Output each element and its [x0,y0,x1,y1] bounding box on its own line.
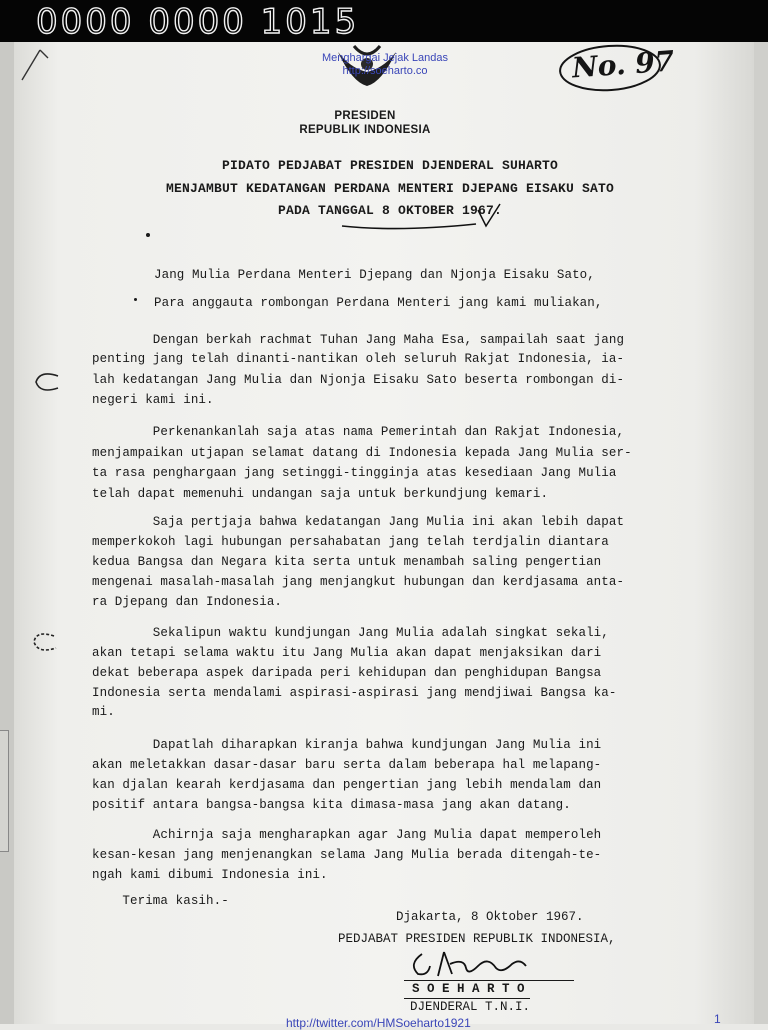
title-line-2: MENJAMBUT KEDATANGAN PERDANA MENTERI DJEPANG EISAKU SATO [165,181,615,196]
body-line: Saja pertjaja bahwa kedatangan Jang Mulia ini akan lebih dapat [92,515,625,529]
watermark-line-2: http://soeharto.co [342,65,428,77]
body-line: ta rasa penghargaan jang setinggi-tingginja atas kesediaan Jang Mulia [92,466,617,480]
body-line: memperkokoh lagi hubungan persahabatan jang telah terdjalin diantara [92,535,609,549]
punch-hole-mark [28,630,64,654]
body-line: menjampaikan utjapan selamat datang di Indonesia kepada Jang Mulia ser- [92,446,632,460]
footer-twitter-link[interactable]: http://twitter.com/HMSoeharto1921 [286,1016,471,1030]
title-line-1: PIDATO PEDJABAT PRESIDEN DJENDERAL SUHARTO [221,158,559,173]
signatory-rank: DJENDERAL T.N.I. [410,1000,531,1014]
body-line: negeri kami ini. [92,393,214,407]
body-line: Dapatlah diharapkan kiranja bahwa kundjungan Jang Mulia ini [92,738,602,752]
body-line: Achirnja saja mengharapkan agar Jang Mulia dapat memperoleh [92,828,602,842]
body-line: ra Djepang dan Indonesia. [92,595,283,609]
closing-thanks: Terima kasih.- [92,894,229,908]
body-line: akan tetapi selama waktu itu Jang Mulia akan dapat menjaksikan dari [92,646,602,660]
document-number: No. 97 [570,44,676,85]
signatory-office: PEDJABAT PRESIDEN REPUBLIK INDONESIA, [338,932,616,946]
ink-dot [134,298,137,301]
body-line: ngah kami dibumi Indonesia ini. [92,868,328,882]
signatory-name: S O E H A R T O [412,982,525,996]
body-line: dekat beberapa aspek daripada peri kehidupan dan penghidupan Bangsa [92,666,602,680]
letterhead-line-1: PRESIDEN [334,110,396,122]
salutation-line: Para anggauta rombongan Perdana Menteri jang kami muliakan, [154,296,603,310]
binder-tab [0,730,9,852]
body-line: Sekalipun waktu kundjungan Jang Mulia adalah singkat sekali, [92,626,609,640]
watermark [300,52,470,78]
letterhead [280,109,450,137]
check-mark-icon [474,200,504,230]
name-underline [404,998,530,999]
body-line: penting jang telah dinanti-nantikan oleh seluruh Rakjat Indonesia, ia- [92,352,625,366]
handwritten-signature [404,944,544,984]
body-line: Perkenankanlah saja atas nama Pemerintah dan Rakjat Indonesia, [92,425,625,439]
salutation-line: Jang Mulia Perdana Menteri Djepang dan Njonja Eisaku Sato, [154,268,595,282]
letterhead-line-2: REPUBLIK INDONESIA [299,124,431,136]
body-line: Dengan berkah rachmat Tuhan Jang Maha Esa, sampailah saat jang [92,333,625,347]
page-number: 1 [714,1012,721,1026]
punch-hole-mark [30,370,66,394]
microfilm-frame-code: 0000 0000 1015 [36,2,360,42]
body-line: positif antara bangsa-bangsa kita dimasa-masa jang akan datang. [92,798,571,812]
corner-pencil-mark [18,44,78,84]
title-line-3: PADA TANGGAL 8 OKTOBER 1967. [277,203,503,218]
body-line: kesan-kesan jang menjenangkan selama Jang Mulia berada ditengah-te- [92,848,602,862]
body-line: akan meletakkan dasar-dasar baru serta dalam beberapa hal melapang- [92,758,602,772]
body-line: mi. [92,705,115,719]
body-line: kan djalan kearah kerdjasama dan pengertian jang lebih mendalam dan [92,778,602,792]
handwritten-underline [340,220,480,234]
body-line: mengenai masalah-masalah jang menjangkut hubungan dan kerdjasama anta- [92,575,625,589]
body-line: telah dapat memenuhi undangan saja untuk berkundjung kemari. [92,487,549,501]
place-date: Djakarta, 8 Oktober 1967. [396,910,584,924]
body-line: lah kedatangan Jang Mulia dan Njonja Eisaku Sato beserta rombongan di- [92,373,625,387]
microfilm-header-strip [0,0,768,42]
page-left-edge [0,42,14,1024]
body-line: Indonesia serta mendalami aspirasi-aspirasi jang mendjiwai Bangsa ka- [92,686,617,700]
watermark-line-1: Menghargai Jejak Landas [322,52,448,64]
ink-dot [146,233,150,237]
body-line: kedua Bangsa dan Negara kita serta untuk menambah saling pengertian [92,555,602,569]
signature-rule [404,980,574,981]
page-right-edge [754,42,768,1024]
